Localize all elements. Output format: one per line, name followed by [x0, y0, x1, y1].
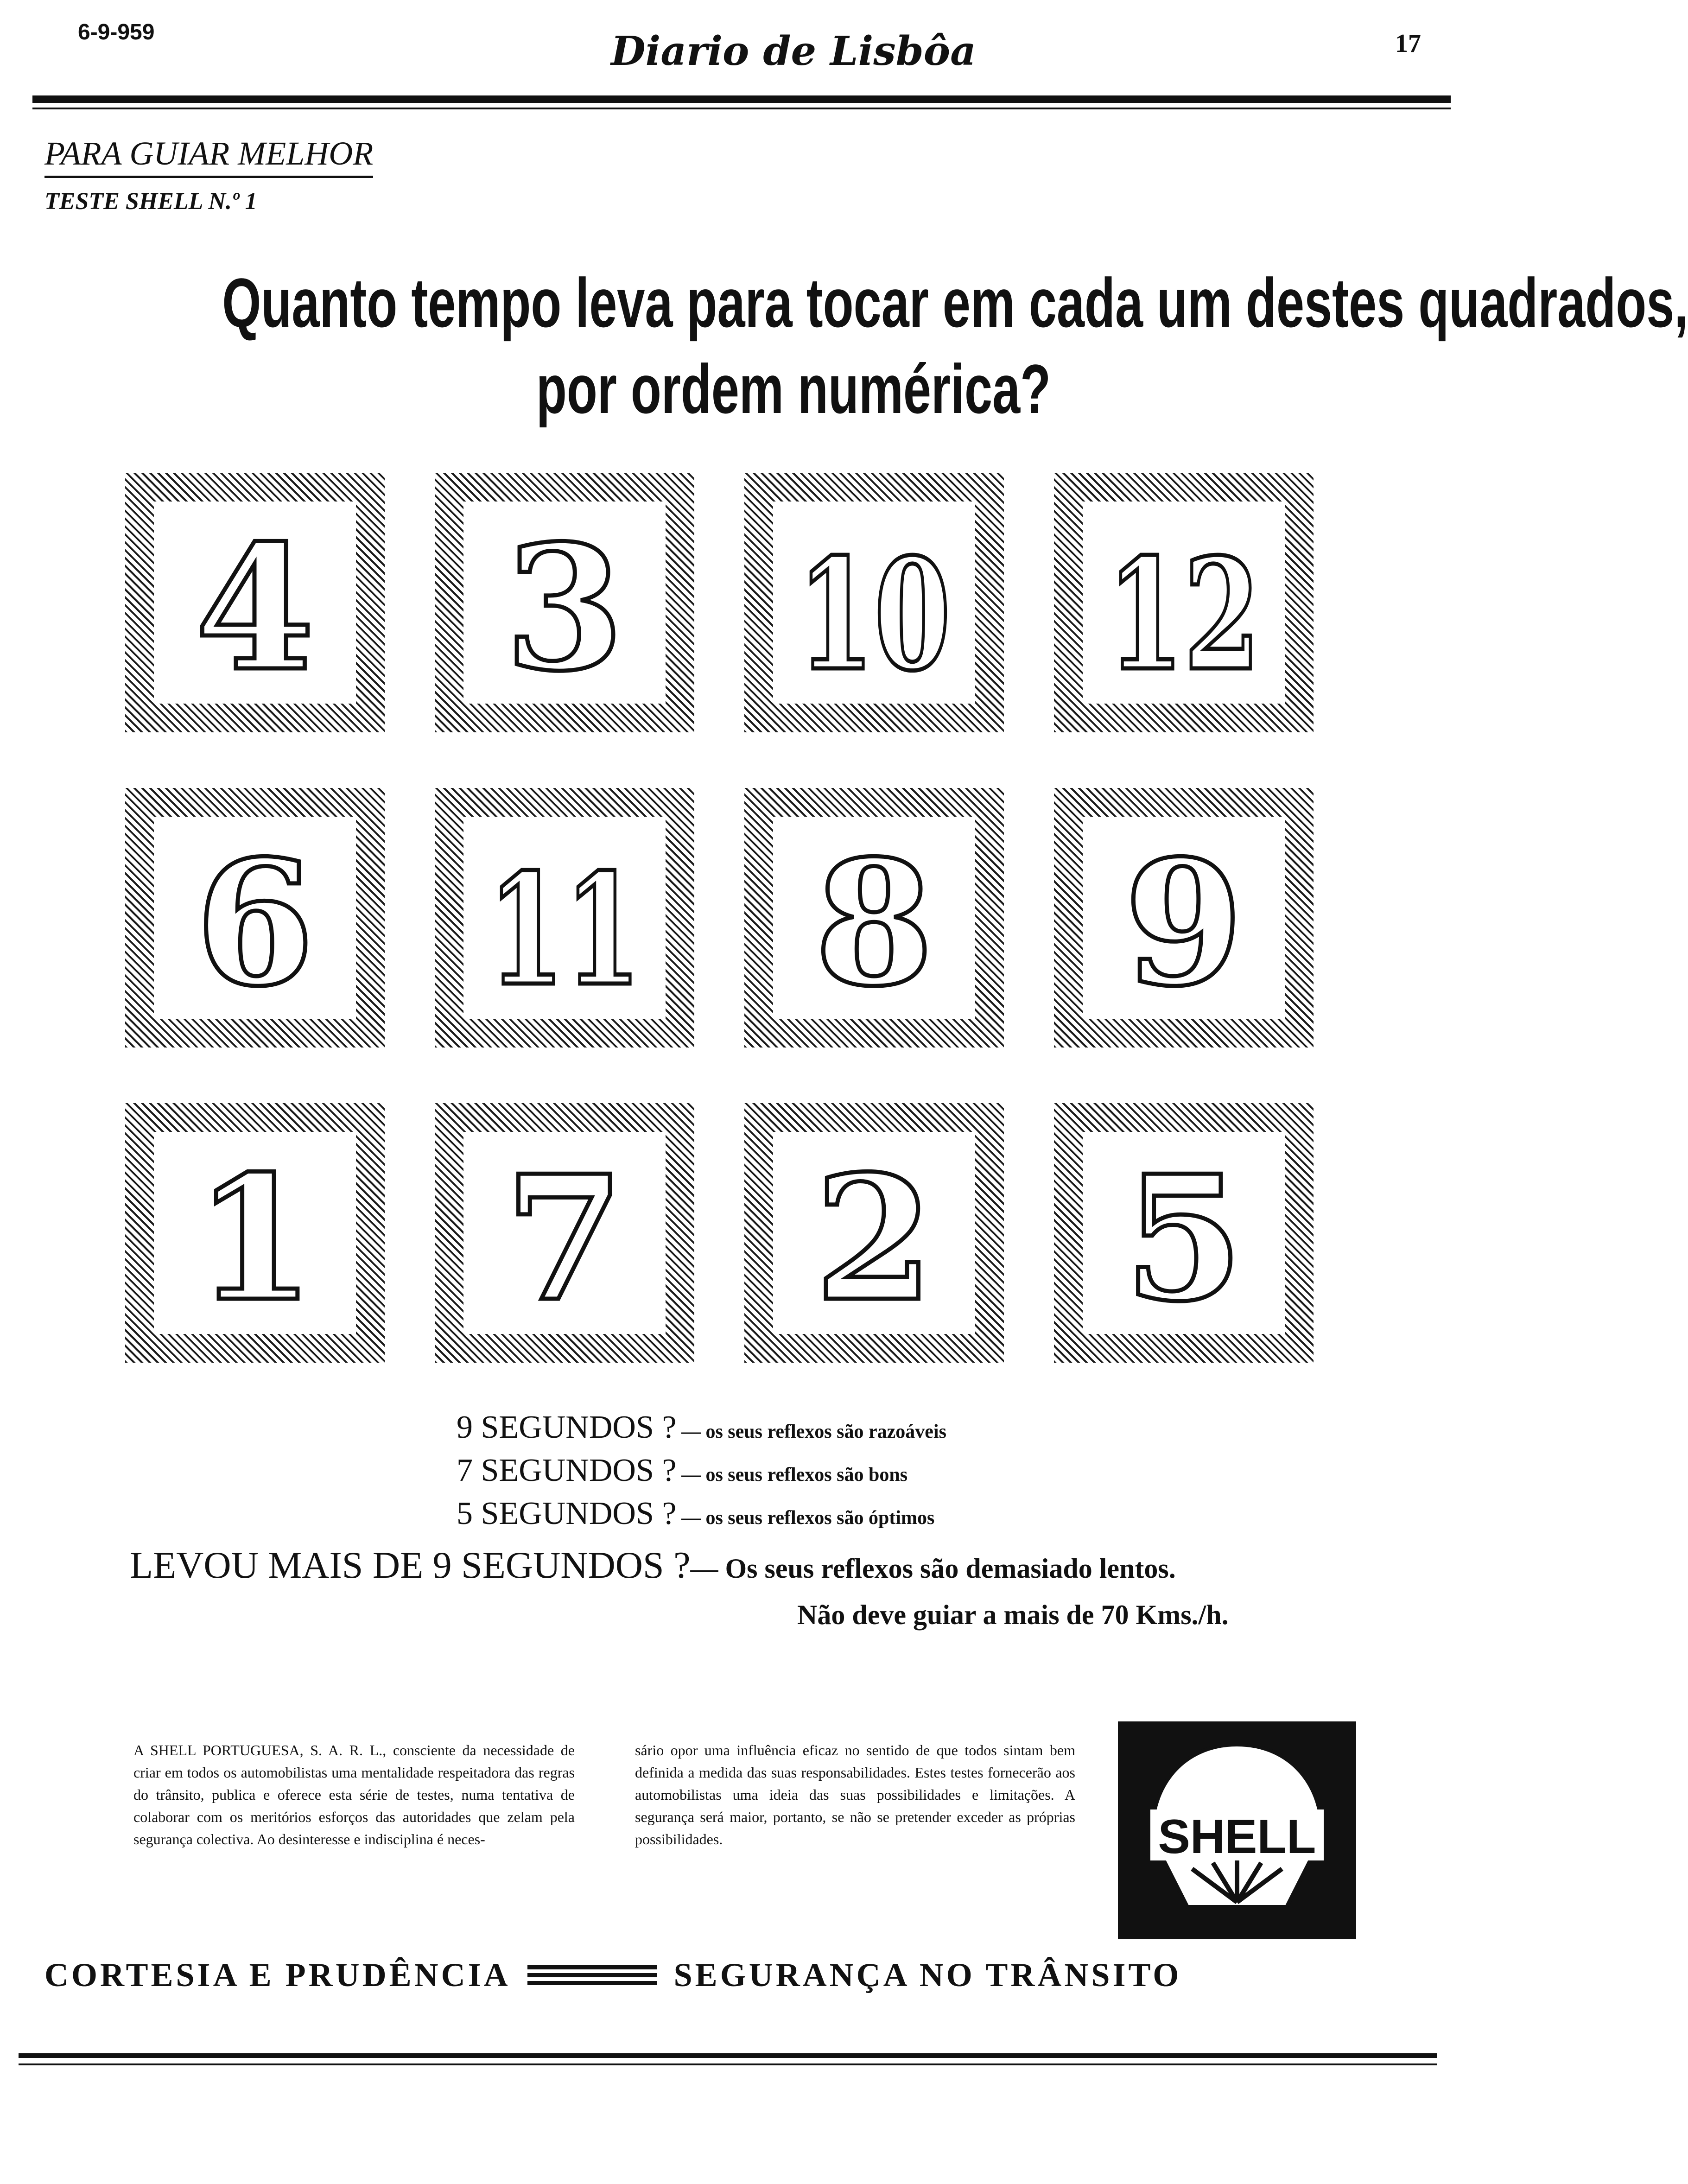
number-square: [744, 788, 1004, 1048]
slogan: [44, 1956, 1435, 1994]
score-time: 9 SEGUNDOS ?: [457, 1409, 677, 1445]
score-result: os seus reflexos são óptimos: [705, 1507, 935, 1529]
newspaper-masthead: Diario de Lisbôa: [611, 28, 976, 75]
square-number: 2: [814, 1138, 934, 1340]
number-square-inner: [463, 817, 666, 1019]
number-square: [744, 473, 1004, 732]
test-label: TESTE SHELL N.º 1: [44, 188, 257, 215]
square-number: 12: [1107, 525, 1260, 705]
score-dash: —: [676, 1507, 706, 1529]
square-number: 8: [814, 823, 934, 1024]
square-number: 10: [798, 525, 951, 705]
number-square-inner: [1083, 1132, 1285, 1340]
score-row: [457, 1494, 946, 1537]
slow-reflexes-line: [130, 1543, 1344, 1587]
shell-logo-text: SHELL: [1158, 1810, 1316, 1864]
number-square-inner: [154, 1132, 356, 1340]
body-column-1: A SHELL PORTUGUESA, S. A. R. L., consciente da necessidade de criar em todos os automobilistas uma mentalidade respeitadora das regras do trânsito, publica e oferece esta série de testes, numa tentativa de colaborar com os meritórios esforços das autoridades que zelam pela segurança colectiva. Ao desinteresse e indisciplina é neces-: [133, 1742, 575, 1848]
score-result: os seus reflexos são razoáveis: [705, 1421, 946, 1442]
score-dash: —: [676, 1464, 706, 1486]
number-square-inner: [154, 817, 356, 1024]
shell-logo-icon: [1118, 1721, 1356, 1939]
number-square-inner: [773, 502, 975, 704]
square-number: 3: [505, 508, 624, 709]
number-square-inner: [154, 502, 356, 709]
square-number: 6: [195, 823, 315, 1024]
footer-rule: [19, 2053, 1437, 2058]
issue-date: 6-9-959: [78, 20, 155, 44]
slow-answer: — Os seus reflexos são demasiado lentos.: [690, 1553, 1176, 1584]
headline-line-2: por ordem numérica?: [536, 350, 1051, 428]
number-square: [1054, 1103, 1314, 1363]
footer-rule-thin: [19, 2063, 1437, 2065]
speed-advice: Não deve guiar a mais de 70 Kms./h.: [797, 1600, 1229, 1630]
header-rule: [32, 95, 1451, 103]
headline-line-1: Quanto tempo leva para tocar em cada um destes quadrados,: [222, 264, 1688, 342]
number-square-inner: [463, 502, 666, 709]
number-square: [1054, 473, 1314, 732]
number-square: [744, 1103, 1004, 1363]
score-list: [457, 1408, 946, 1537]
square-number: 7: [505, 1138, 624, 1340]
square-number: 5: [1124, 1138, 1244, 1340]
number-square-inner: [773, 817, 975, 1024]
square-number: 1: [195, 1138, 315, 1340]
number-square-inner: [463, 1132, 666, 1340]
number-square-inner: [773, 1132, 975, 1340]
score-row: [457, 1408, 946, 1451]
number-squares-grid: [125, 473, 1339, 1363]
equals-bars: [527, 1962, 657, 1989]
number-square-inner: [1083, 817, 1285, 1024]
score-row: [457, 1451, 946, 1494]
number-square: [435, 1103, 694, 1363]
square-number: 9: [1124, 823, 1244, 1024]
shell-logo: [1118, 1721, 1356, 1939]
number-square: [125, 788, 385, 1048]
square-number: 4: [195, 508, 315, 709]
header-rule-thin: [32, 108, 1451, 109]
score-time: 5 SEGUNDOS ?: [457, 1496, 677, 1531]
number-square: [435, 473, 694, 732]
headline: [222, 260, 1688, 432]
body-column-2: sário opor uma influência eficaz no sentido de que todos sintam bem definida a medida das suas responsabilidades. Estes testes fornecerão aos automobilistas uma ideia das suas possibilidades e limitações. A segurança será maior, portanto, se não se pretender exceder as próprias possibilidades.: [635, 1742, 1075, 1848]
number-square-inner: [1083, 502, 1285, 704]
score-time: 7 SEGUNDOS ?: [457, 1453, 677, 1488]
slow-question: LEVOU MAIS DE 9 SEGUNDOS ?: [130, 1544, 691, 1586]
number-square: [435, 788, 694, 1048]
score-result: os seus reflexos são bons: [705, 1464, 908, 1486]
slogan-right: SEGURANÇA NO TRÂNSITO: [673, 1956, 1182, 1994]
score-dash: —: [676, 1421, 706, 1442]
number-square: [125, 473, 385, 732]
number-square: [1054, 788, 1314, 1048]
section-kicker: PARA GUIAR MELHOR: [44, 134, 373, 178]
slogan-left: CORTESIA E PRUDÊNCIA: [44, 1956, 511, 1994]
square-number: 11: [488, 840, 641, 1020]
page-number: 17: [1395, 29, 1421, 58]
number-square: [125, 1103, 385, 1363]
